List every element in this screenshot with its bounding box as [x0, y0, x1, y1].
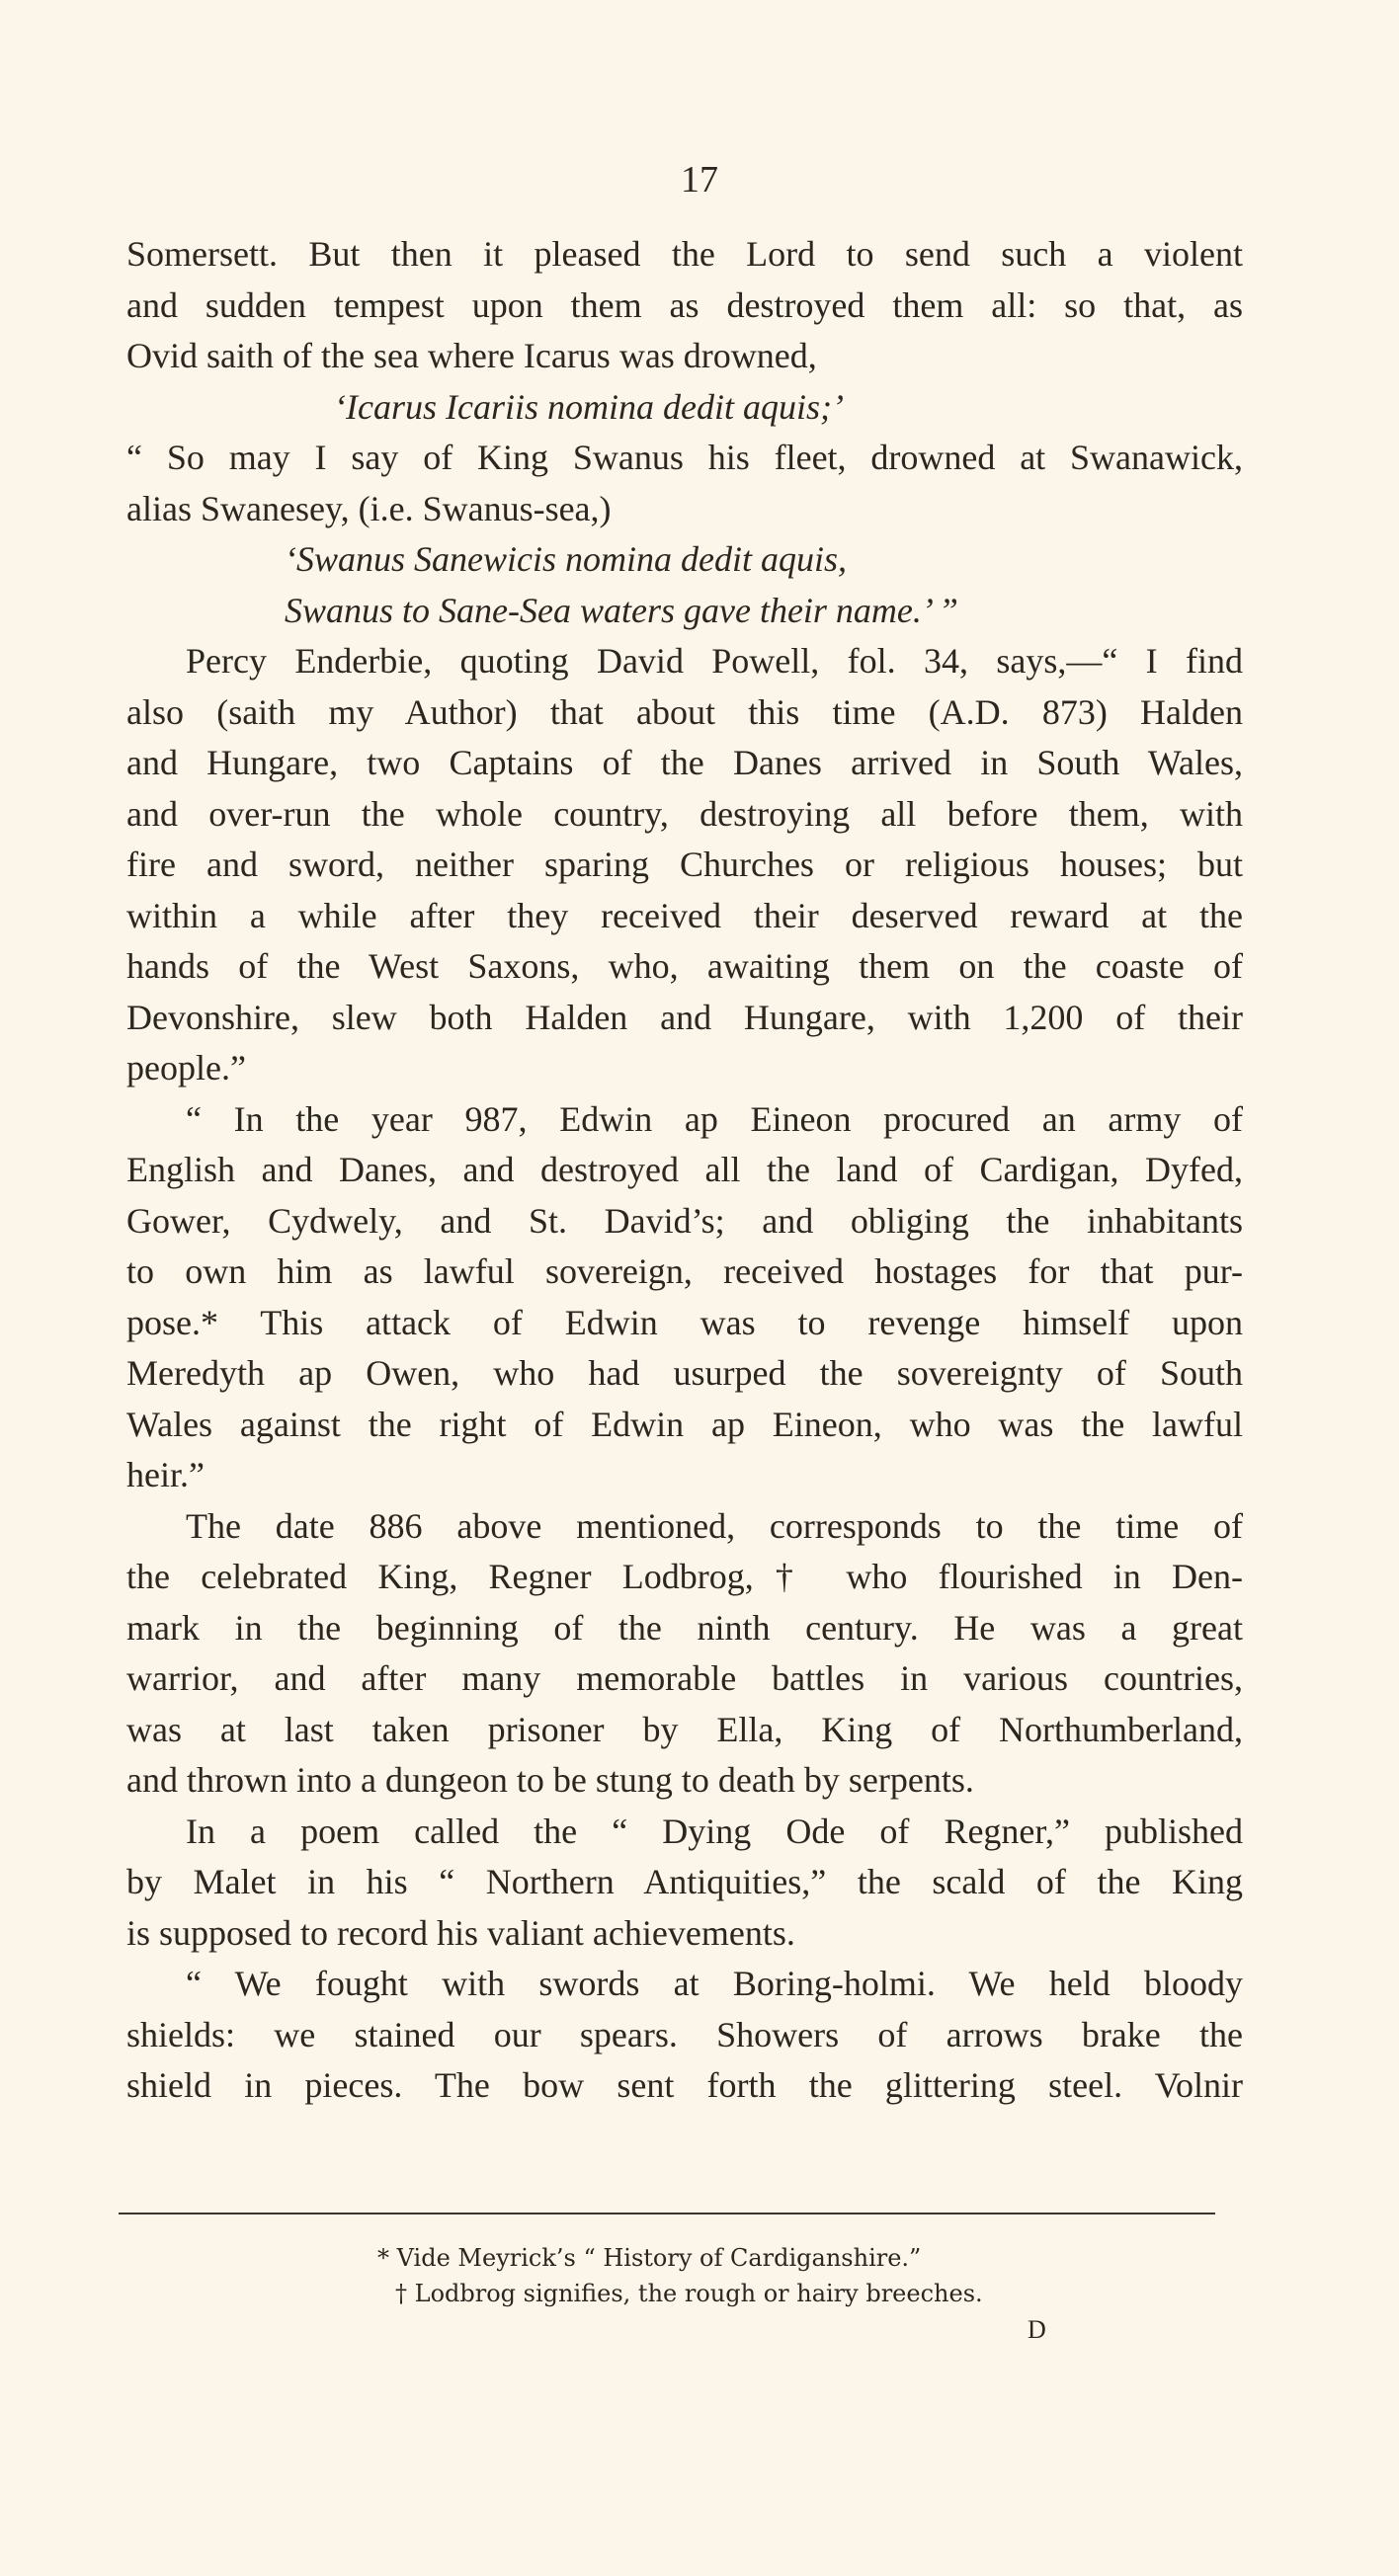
text-line: In a poem called the “ Dying Ode of Regner,” published — [186, 1811, 1243, 1851]
signature-mark: D — [1028, 2315, 1046, 2344]
text-line: Meredyth ap Owen, who had usurped the sovereignty of South — [126, 1353, 1243, 1393]
text-line: mark in the beginning of the ninth century. He was a great — [126, 1607, 1243, 1648]
page-number: 17 — [681, 159, 718, 201]
text-line: the celebrated King, Regner Lodbrog,† who flourished in Den- — [126, 1557, 1243, 1596]
text-line: also (saith my Author) that about this time (A.D. 873) Halden — [126, 691, 1243, 732]
footnote-1: * Vide Meyrick’s “ History of Cardiganshire.” — [377, 2244, 922, 2272]
text-line: was at last taken prisoner by Ella, King of Northumberland, — [126, 1709, 1243, 1749]
text-line: shields: we stained our spears. Showers of arrows brake the — [126, 2014, 1243, 2054]
text-line: “ In the year 987, Edwin ap Eineon procured an army of — [186, 1098, 1243, 1139]
text-line: alias Swanesey, (i.e. Swanus-sea,) — [126, 488, 612, 528]
footnote-2: † Lodbrog signifies, the rough or hairy breeches. — [395, 2280, 983, 2307]
text-line: Swanus to Sane-Sea waters gave their name.’ ” — [285, 590, 958, 630]
text-line: ‘Icarus Icariis nomina dedit aquis;’ — [334, 386, 844, 427]
text-line: to own him as lawful sovereign, received hostages for that pur- — [126, 1251, 1243, 1291]
text-line: Percy Enderbie, quoting David Powell, fol. 34, says,—“ I find — [186, 641, 1243, 681]
text-line: within a while after they received their deserved reward at the — [126, 895, 1243, 935]
text-line: “ We fought with swords at Boring-holmi. We held bloody — [186, 1964, 1243, 2003]
text-line: Gower, Cydwely, and St. David’s; and obliging the inhabitants — [126, 1200, 1243, 1241]
text-line: The date 886 above mentioned, corresponds to the time of — [186, 1505, 1243, 1546]
text-line: Ovid saith of the sea where Icarus was drowned, — [126, 336, 817, 375]
text-line: people.” — [126, 1048, 246, 1087]
text-line: and Hungare, two Captains of the Danes arrived in South Wales, — [126, 743, 1243, 782]
text-line: heir.” — [126, 1455, 205, 1494]
body-text — [126, 229, 1243, 2112]
text-line: ‘Swanus Sanewicis nomina dedit aquis, — [285, 539, 847, 579]
text-line: English and Danes, and destroyed all the land of Cardigan, Dyfed, — [126, 1150, 1243, 1189]
text-line: “ So may I say of King Swanus his fleet, drowned at Swanawick, — [126, 438, 1243, 477]
text-line: is supposed to record his valiant achievements. — [126, 1912, 795, 1953]
text-line: Wales against the right of Edwin ap Eineon, who was the lawful — [126, 1404, 1243, 1444]
text-line: by Malet in his “ Northern Antiquities,” the scald of the King — [126, 1862, 1243, 1901]
text-line: and sudden tempest upon them as destroyed them all: so that, as — [126, 284, 1243, 325]
text-line: shield in pieces. The bow sent forth the glittering steel. Volnir — [126, 2065, 1243, 2105]
text-line: and over-run the whole country, destroying all before them, with — [126, 793, 1243, 834]
text-line: pose.* This attack of Edwin was to revenge himself upon — [126, 1302, 1243, 1342]
text-line: warrior, and after many memorable battles in various countries, — [126, 1658, 1243, 1698]
text-line: Devonshire, slew both Halden and Hungare, with 1,200 of their — [126, 997, 1243, 1037]
footnote-divider — [119, 2213, 1215, 2214]
text-line: and thrown into a dungeon to be stung to death by serpents. — [126, 1760, 974, 1800]
footnotes — [0, 2240, 1399, 2311]
text-line: Somersett. But then it pleased the Lord to send such a violent — [126, 234, 1243, 274]
text-line: fire and sword, neither sparing Churches or religious houses; but — [126, 845, 1243, 884]
text-line: hands of the West Saxons, who, awaiting them on the coaste of — [126, 946, 1243, 986]
